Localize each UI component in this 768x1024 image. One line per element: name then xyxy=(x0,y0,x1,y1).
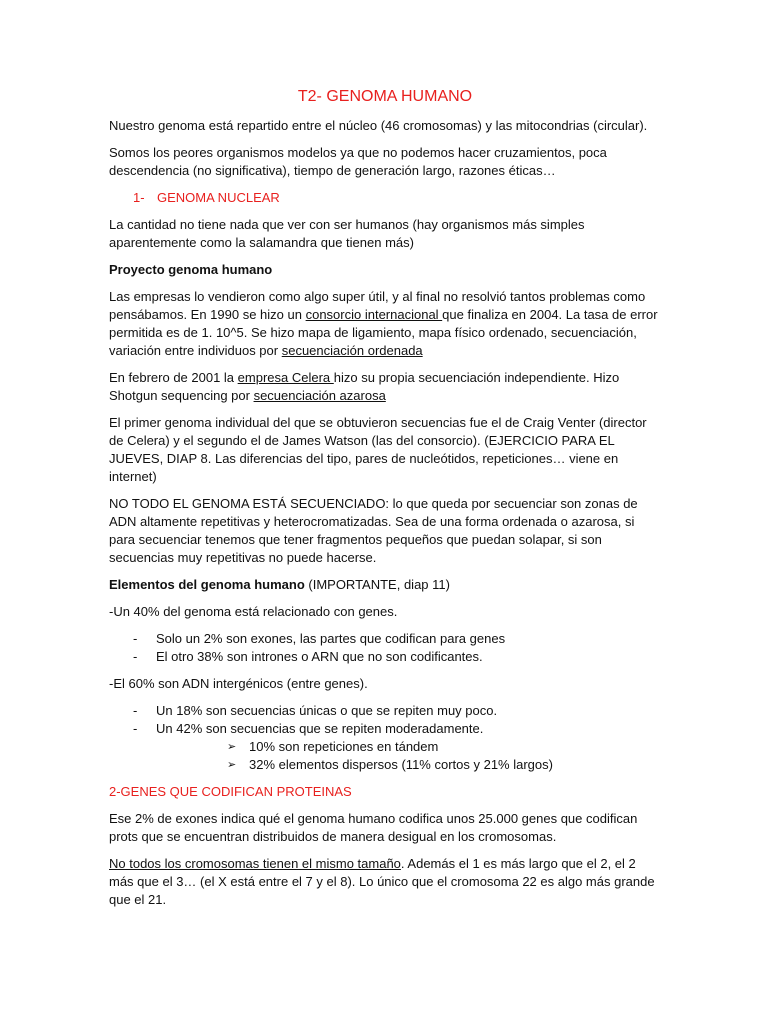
list-item-text: Un 42% son secuencias que se repiten moderadamente. xyxy=(156,721,484,736)
underlined-term-cromosomas: No todos los cromosomas tienen el mismo tamaño xyxy=(109,856,401,871)
list-item xyxy=(109,630,661,648)
arrow-bullet-icon: ➢ xyxy=(227,759,237,771)
text-run: hizo su propia secuenciación independiente. Hizo Shotgun sequencing por xyxy=(109,370,620,403)
subheading-proyecto-genoma: Proyecto genoma humano xyxy=(109,262,273,277)
paragraph-40-percent: -Un 40% del genoma está relacionado con genes. xyxy=(109,604,398,619)
sublist-repeats xyxy=(156,738,661,774)
paragraph-proyecto xyxy=(109,288,661,360)
sublist-item-text: 32% elementos dispersos (11% cortos y 21% largos) xyxy=(249,757,553,772)
text-run: (IMPORTANTE, diap 11) xyxy=(304,577,450,592)
paragraph-model-organisms: Somos los peores organismos modelos ya que no podemos hacer cruzamientos, poca descendencia (no significativa), tiempo de generación largo, razones éticas… xyxy=(109,145,607,178)
section-title: GENOMA NUCLEAR xyxy=(157,190,280,205)
section-number: 1- xyxy=(133,190,145,205)
list-item-text: El otro 38% son intrones o ARN que no son codificantes. xyxy=(156,649,483,664)
document-title: T2- GENOMA HUMANO xyxy=(297,88,473,105)
paragraph-60-percent: -El 60% son ADN intergénicos (entre genes). xyxy=(109,676,368,691)
section-heading-genoma-nuclear xyxy=(109,189,661,207)
sublist-item xyxy=(156,738,661,756)
dash-marker: - xyxy=(133,703,138,718)
list-genes xyxy=(109,630,661,666)
arrow-bullet-icon: ➢ xyxy=(227,741,237,753)
paragraph-elementos-heading xyxy=(109,576,661,594)
text-run: . Además el 1 es más largo que el 2, el 2 más que el 3… (el X está entre el 7 y el 8). Lo único que el cromosoma 22 es algo más grande que el 21. xyxy=(109,856,655,907)
paragraph-exones: Ese 2% de exones indica qué el genoma humano codifica unos 25.000 genes que codifican prots que se encuentran distribuidos de manera desigual en los cromosomas. xyxy=(109,811,638,844)
list-item-text: Un 18% son secuencias únicas o que se repiten muy poco. xyxy=(156,703,498,718)
dash-marker: - xyxy=(133,649,138,664)
paragraph-first-genome: El primer genoma individual del que se obtuvieron secuencias fue el de Craig Venter (director de Celera) y el segundo el de James Watson (las del consorcio). (EJERCICIO PARA EL JUEVES, DIAP 8. Las diferencias del tipo, pares de nucleótidos, repeticiones… viene en internet) xyxy=(109,415,647,484)
document-body xyxy=(109,87,661,918)
list-item-text: Solo un 2% son exones, las partes que codifican para genes xyxy=(156,631,506,646)
underlined-term-celera: empresa Celera xyxy=(237,370,334,385)
list-item xyxy=(109,720,661,774)
paragraph-celera xyxy=(109,369,661,405)
subheading-elementos: Elementos del genoma humano xyxy=(109,577,305,592)
list-intergenic xyxy=(109,702,661,774)
dash-marker: - xyxy=(133,721,138,736)
text-run: que finaliza en 2004. La tasa de error permitida es de 1. 10^5. Se hizo mapa de ligamiento, mapa físico ordenado, secuenciación, variación entre individuos por xyxy=(109,307,658,358)
text-run: En febrero de 2001 la xyxy=(109,370,238,385)
paragraph-not-sequenced: NO TODO EL GENOMA ESTÁ SECUENCIADO: lo que queda por secuenciar son zonas de ADN altamente repetitivas y heterocromatizadas. Sea de una forma ordenada o azarosa, si para secuenciar tenemos que tener fragmentos pequeños que puedan solapar, si son secuencias muy repetitivas no puede hacerse. xyxy=(109,496,638,565)
list-item xyxy=(109,648,661,666)
paragraph-intro: Nuestro genoma está repartido entre el núcleo (46 cromosomas) y las mitocondrias (circular). xyxy=(109,118,648,133)
text-run: Las empresas lo vendieron como algo super útil, y al final no resolvió tantos problemas como pensábamos. En 1990 se hizo un xyxy=(109,289,646,322)
list-item xyxy=(109,702,661,720)
dash-marker: - xyxy=(133,631,138,646)
underlined-term-consorcio: consorcio internacional xyxy=(305,307,443,322)
underlined-term-secuenciacion-azarosa: secuenciación azarosa xyxy=(253,388,386,403)
paragraph-chromosome-size xyxy=(109,855,661,909)
underlined-term-secuenciacion-ordenada: secuenciación ordenada xyxy=(281,343,423,358)
sublist-item xyxy=(156,756,661,774)
section-heading-genes-proteinas: 2-GENES QUE CODIFICAN PROTEINAS xyxy=(109,784,352,799)
paragraph-quantity: La cantidad no tiene nada que ver con ser humanos (hay organismos más simples aparentemente como la salamandra que tienen más) xyxy=(109,217,585,250)
sublist-item-text: 10% son repeticiones en tándem xyxy=(249,739,439,754)
